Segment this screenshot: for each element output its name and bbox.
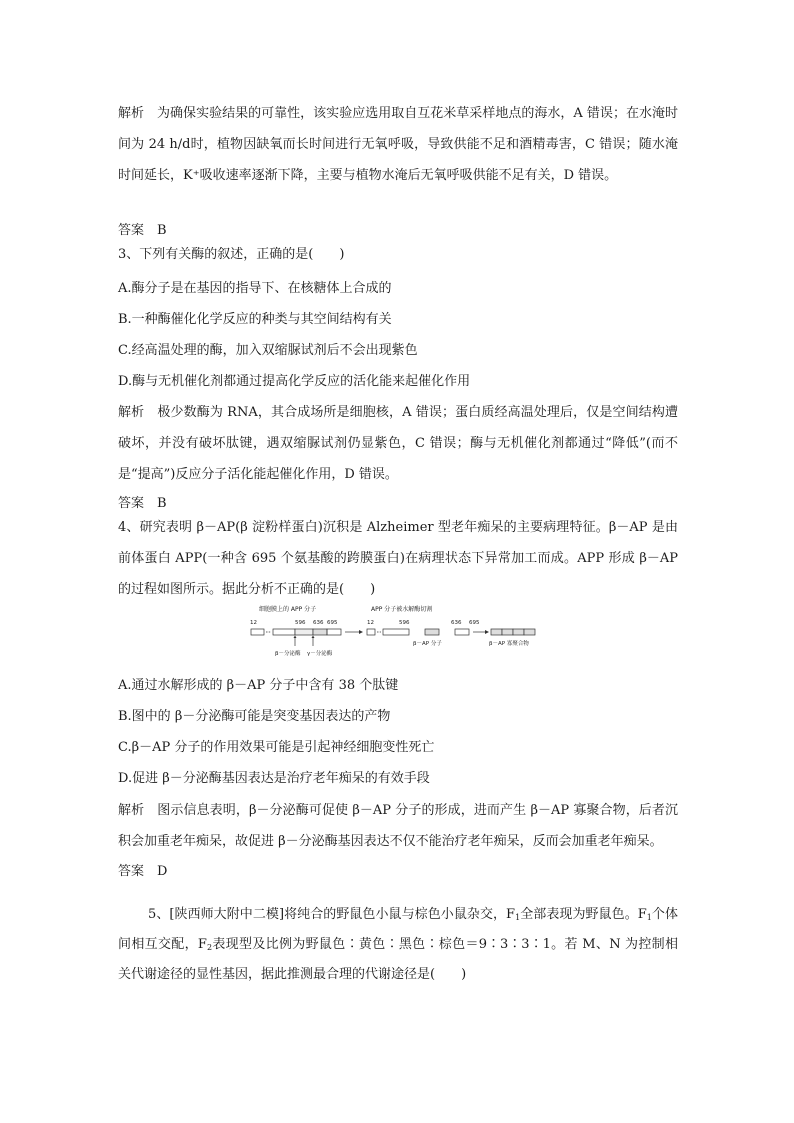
oligomer-unit	[491, 629, 502, 635]
label-app-on-membrane: 细胞膜上的 APP 分子	[259, 606, 317, 613]
q3-option-c: C.经高温处理的酶，加入双缩脲试剂后不会出现紫色	[118, 343, 418, 358]
q5-text-1: 5、[陕西师大附中二模]将纯合的野鼠色小鼠与棕色小鼠杂交，F	[148, 907, 516, 922]
num-596-right: 596	[399, 620, 410, 626]
q4-option-b: B.图中的 β－分泌酶可能是突变基因表达的产物	[118, 709, 391, 724]
app-segment	[313, 629, 327, 635]
arrow-head	[359, 630, 363, 634]
q3-stem: 3、下列有关酶的叙述，正确的是( )	[118, 247, 345, 262]
app-segment-beta-ap-region	[295, 629, 313, 635]
q4-option-c: C.β－AP 分子的作用效果可能是引起神经细胞变性死亡	[118, 740, 435, 755]
label-beta-ap-molecule: β－AP 分子	[413, 641, 442, 647]
label-beta-secretase: β－分泌酶	[275, 651, 301, 657]
q5-sub-1: 1	[515, 913, 521, 922]
q3-option-a: A.酶分子是在基因的指导下、在核糖体上合成的	[118, 281, 392, 296]
app-segment	[327, 629, 341, 635]
q4-explanation: 解析 图示信息表明，β－分泌酶可促使 β－AP 分子的形成，进而产生 β－AP 寡聚合物，后者沉积会加重老年痴呆，故促进 β－分泌酶基因表达不仅不能治疗老年痴呆，反而会加重老年痴呆。	[118, 803, 678, 849]
oligomer-unit	[502, 629, 513, 635]
num-636-right: 636	[451, 620, 462, 626]
beta-ap-molecule	[425, 629, 439, 635]
label-gamma-secretase: γ－分泌酶	[307, 651, 333, 657]
num-695-left: 695	[327, 620, 338, 626]
q2-answer: 答案 B	[118, 223, 167, 238]
label-beta-ap-oligomer: β－AP 寡聚合物	[489, 641, 529, 647]
label-app-cleaved: APP 分子被水解酶切割	[371, 606, 433, 613]
oligomer-unit	[513, 629, 524, 635]
q5-sub-3: 2	[206, 943, 213, 952]
app-segment	[251, 629, 264, 635]
num-12-right: 12	[367, 620, 374, 626]
q4-stem: 4、研究表明 β－AP(β 淀粉样蛋白)沉积是 Alzheimer 型老年痴呆的主要病理特征。β－AP 是由前体蛋白 APP(一种含 695 个氨基酸的跨膜蛋白)在病理状态下异常加工而成。APP 形成 β－AP 的过程如图所示。据此分析不正确的是( )	[118, 520, 678, 597]
num-695-right: 695	[469, 620, 480, 626]
q4-option-a: A.通过水解形成的 β－AP 分子中含有 38 个肽键	[118, 678, 399, 693]
q3-option-d: D.酶与无机催化剂都通过提高化学反应的活化能来起催化作用	[118, 374, 471, 389]
q5-stem	[118, 900, 678, 990]
q5-text-3: 个体间相互交配，F	[118, 907, 678, 952]
num-12-left: 12	[250, 620, 257, 626]
q5-text-4: 表现型及比例为野鼠色∶黄色∶黑色∶棕色＝9∶3∶3∶1。若 M、N 为控制相关代谢途径的显性基因，据此推测最合理的代谢途径是( )	[118, 937, 678, 982]
q5-text-2: 全部表现为野鼠色。F	[520, 907, 647, 922]
num-596-left: 596	[295, 620, 306, 626]
q3-explanation: 解析 极少数酶为 RNA，其合成场所是细胞核，A 错误；蛋白质经高温处理后，仅是空间结构遭破坏，并没有破坏肽键，遇双缩脲试剂仍显紫色，C 错误；酶与无机催化剂都通过“降低”(而不是“提高”)反应分子活化能起催化作用，D 错误。	[118, 405, 678, 482]
q2-explanation: 解析 为确保实验结果的可靠性，该实验应选用取自互花米草采样地点的海水，A 错误；在水淹时间为 24 h/d时，植物因缺氧而长时间进行无氧呼吸，导致供能不足和酒精毒害，C 错误；随水淹时间延长，K⁺吸收速率逐渐下降，主要与植物水淹后无氧呼吸供能不足有关，D 错误。	[118, 106, 678, 183]
q3-answer: 答案 B	[118, 496, 167, 511]
q5-sub-2: 1	[646, 913, 652, 922]
oligomer-unit	[524, 629, 535, 635]
q4-answer: 答案 D	[118, 864, 168, 879]
q4-option-d: D.促进 β－分泌酶基因表达是治疗老年痴呆的有效手段	[118, 771, 430, 786]
q3-option-b: B.一种酶催化化学反应的种类与其空间结构有关	[118, 312, 392, 327]
app-segment	[273, 629, 295, 635]
app-processing-diagram	[247, 604, 547, 668]
num-636-left: 636	[313, 620, 324, 626]
